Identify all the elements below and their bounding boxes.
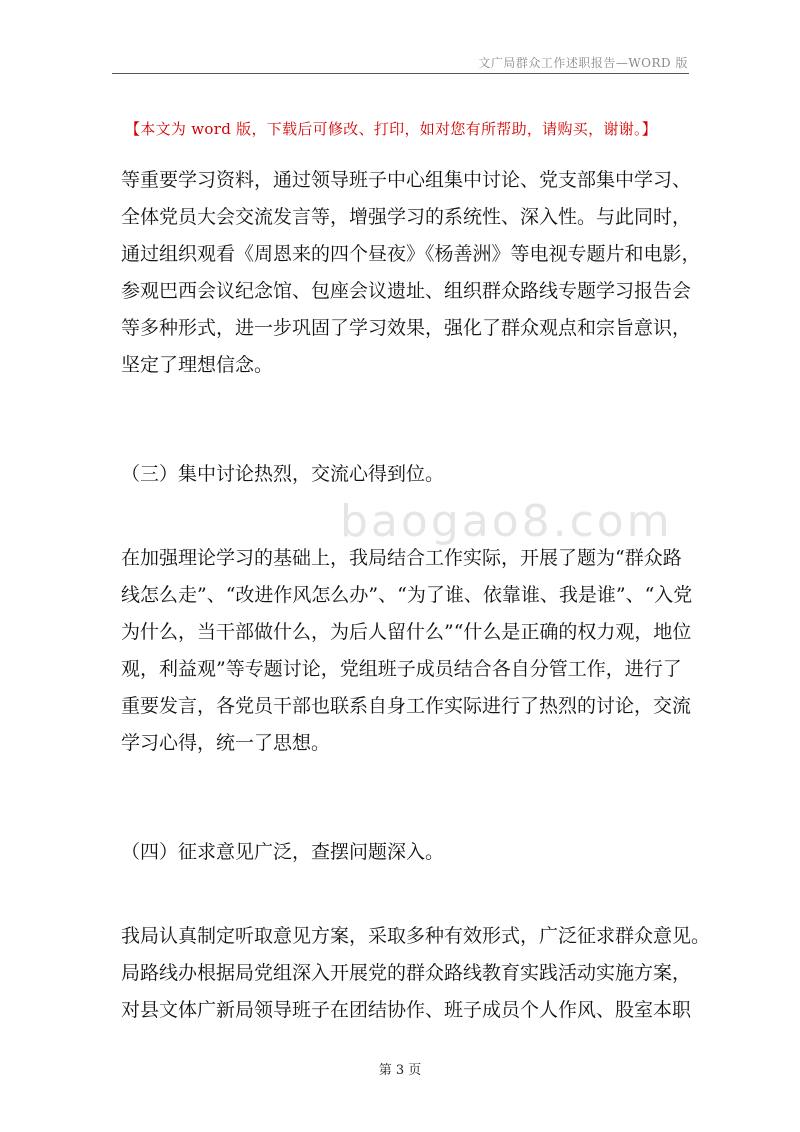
document-header-title: 文广局群众工作述职报告—WORD 版: [478, 56, 688, 70]
text-line: 全体党员大会交流发言等，增强学习的系统性、深入性。与此同时，: [121, 206, 692, 228]
text-line: 观，利益观”等专题讨论，党组班子成员结合各自分管工作，进行了: [121, 658, 682, 680]
text-line: 对县文体广新局领导班子在团结协作、班子成员个人作风、股室本职: [121, 999, 692, 1021]
text-line: 局路线办根据局党组深入开展党的群众路线教育实践活动实施方案，: [121, 962, 692, 984]
watermark: baogao8.com: [340, 496, 673, 547]
paragraph-discussion: [121, 540, 693, 762]
text-line: 我局认真制定听取意见方案，采取多种有效形式，广泛征求群众意见。: [121, 925, 711, 947]
paragraph-study-materials: [121, 162, 701, 384]
text-line: 坚定了理想信念。: [121, 354, 274, 376]
section-heading-3: [121, 456, 681, 493]
page-number: 第 3 页: [378, 1063, 422, 1078]
text-line: 为什么，当干部做什么，为后人留什么”“什么是正确的权力观，地位: [121, 621, 692, 643]
paragraph-opinions: [121, 918, 711, 1029]
text-line: 学习心得，统一了思想。: [121, 732, 331, 754]
text-line: 等多种形式，进一步巩固了学习效果，强化了群众观点和宗旨意识，: [121, 317, 692, 339]
text-line: 等重要学习资料，通过领导班子中心组集中讨论、党支部集中学习、: [121, 169, 692, 191]
heading-text: （三）集中讨论热烈，交流心得到位。: [121, 463, 445, 485]
section-heading-4: [121, 834, 681, 871]
download-notice: 【本文为 word 版，下载后可修改、打印，如对您有所帮助，请购买，谢谢。】: [125, 120, 658, 138]
heading-text: （四）征求意见广泛，查摆问题深入。: [121, 841, 445, 863]
header-divider: [112, 73, 689, 74]
text-line: 重要发言，各党员干部也联系自身工作实际进行了热烈的讨论，交流: [121, 695, 692, 717]
text-line: 通过组织观看《周恩来的四个昼夜》《杨善洲》等电视专题片和电影，: [121, 243, 701, 265]
text-line: 线怎么走”、“改进作风怎么办”、“为了谁、依靠谁、我是谁”、“入党: [121, 584, 693, 606]
text-line: 参观巴西会议纪念馆、包座会议遗址、组织群众路线专题学习报告会: [121, 280, 692, 302]
text-line: 在加强理论学习的基础上，我局结合工作实际，开展了题为“群众路: [121, 547, 682, 569]
